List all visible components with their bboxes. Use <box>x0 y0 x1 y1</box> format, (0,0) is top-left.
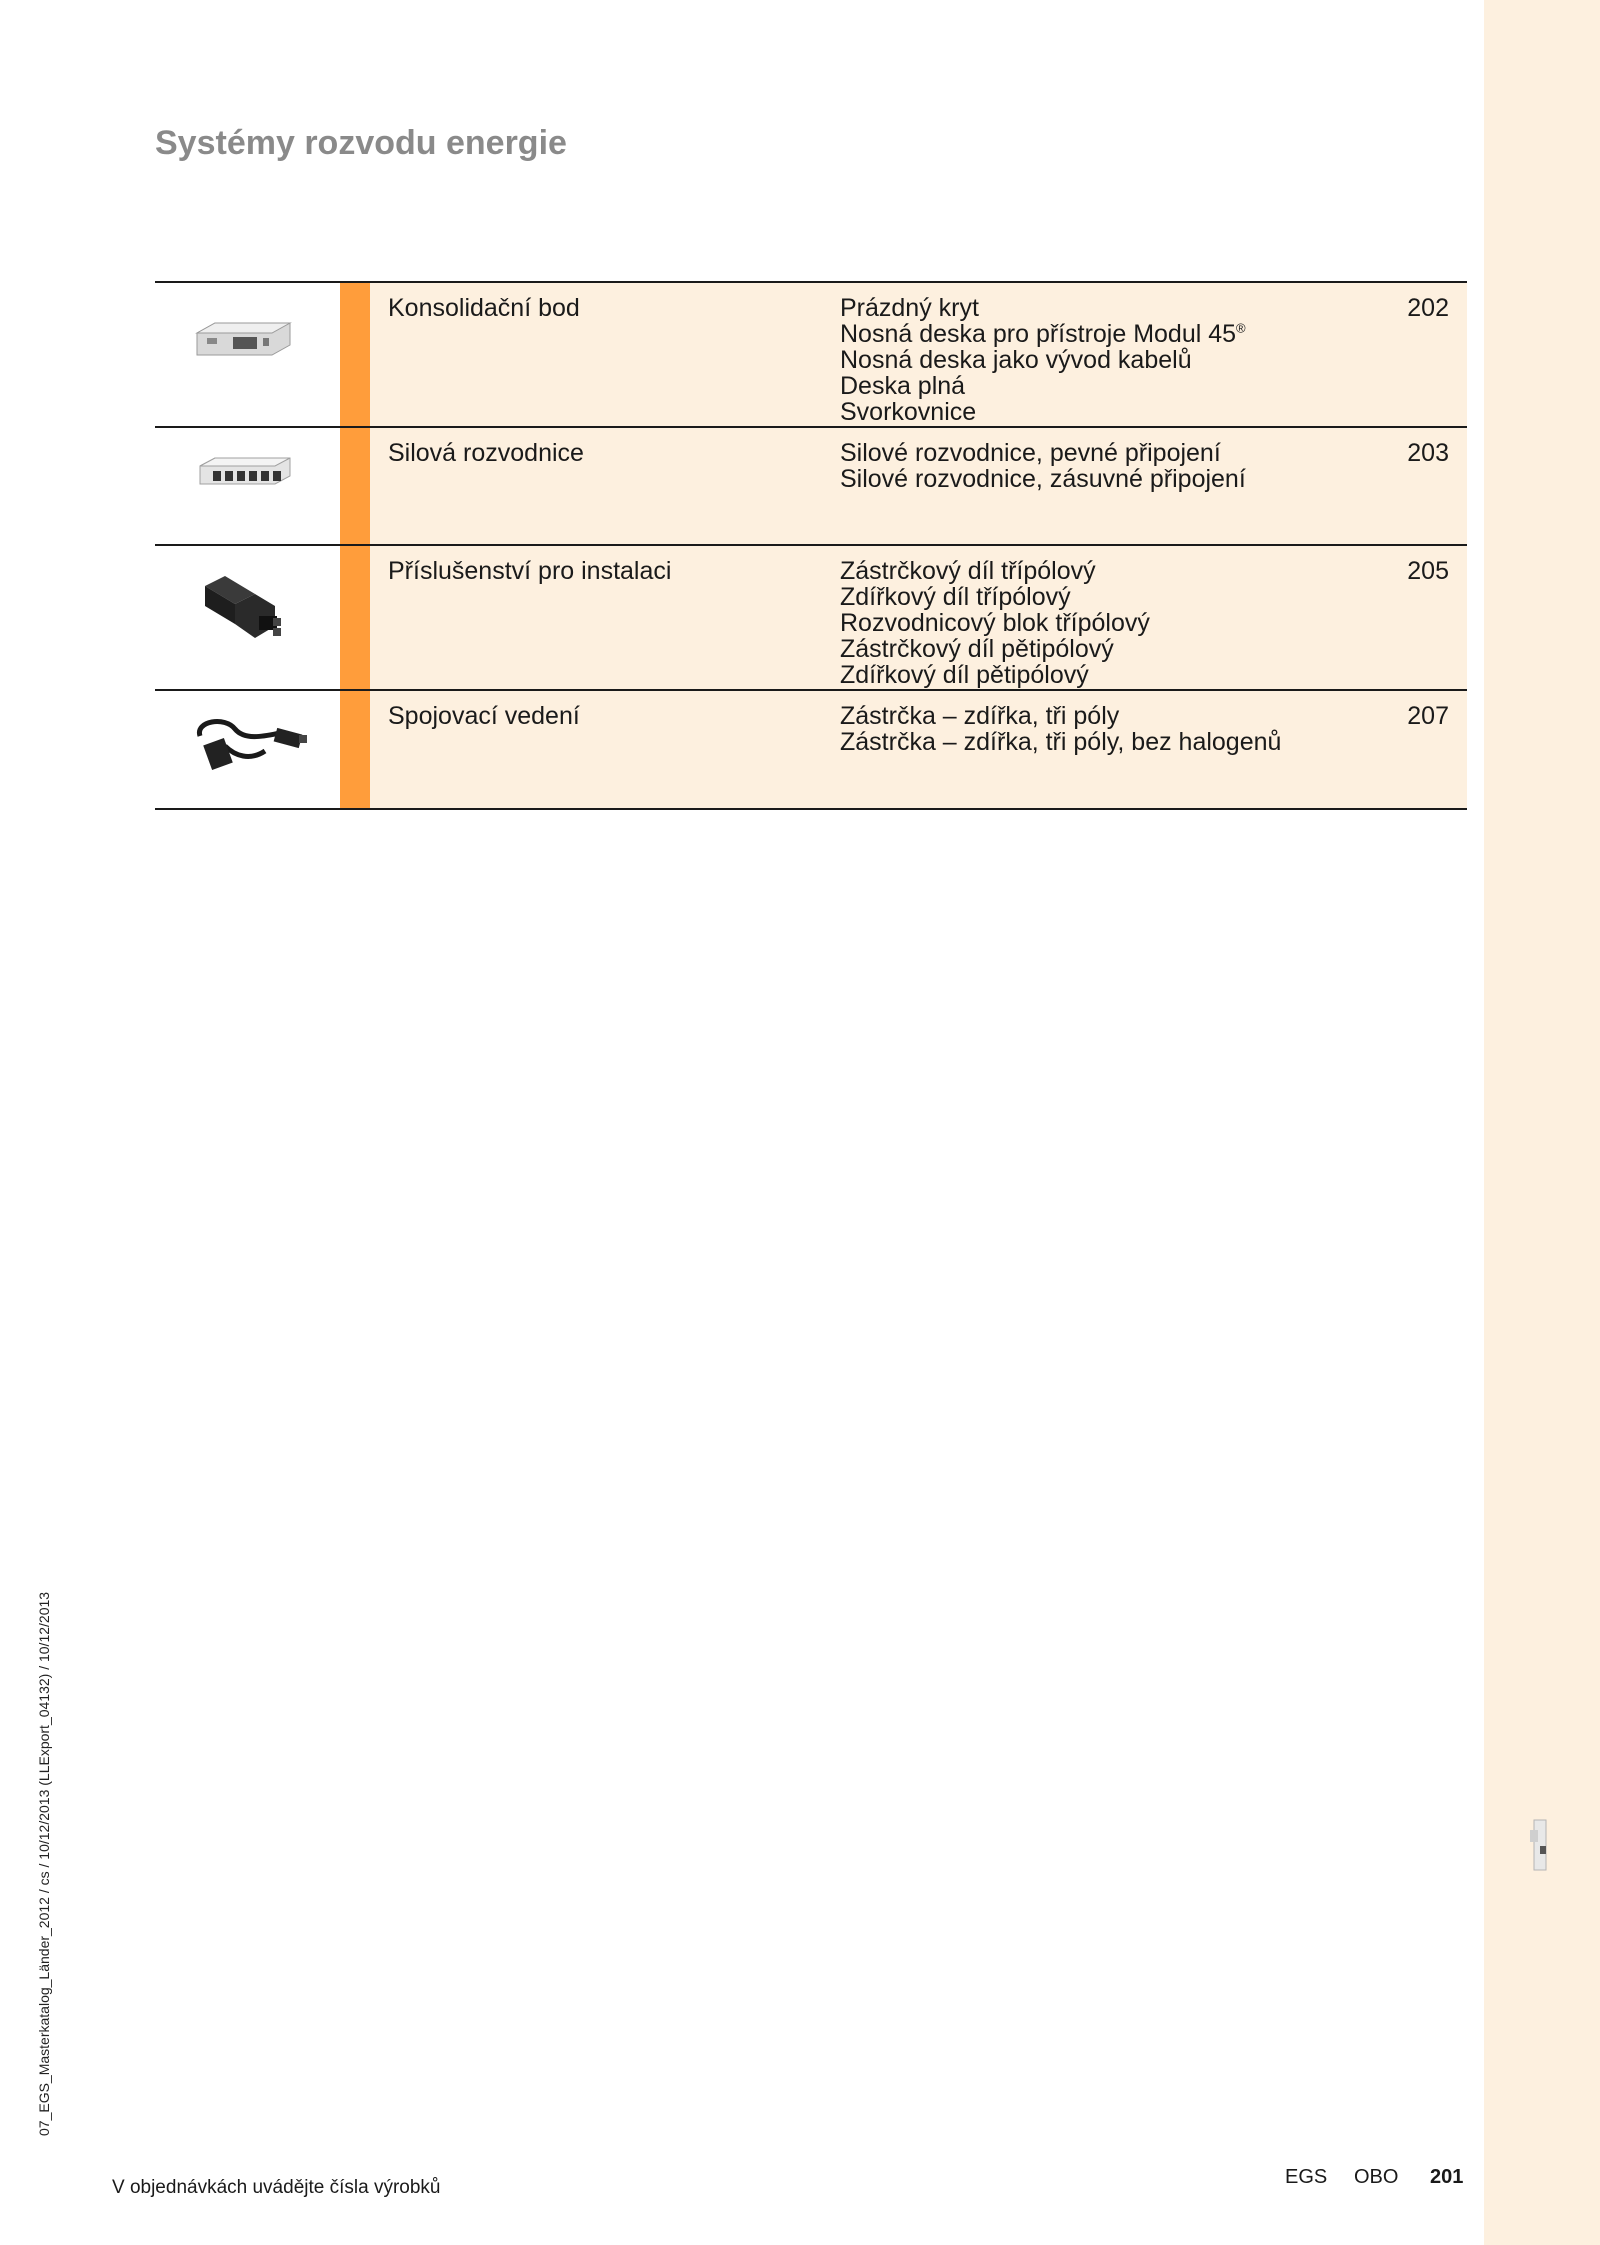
item-list <box>840 295 1246 425</box>
category-label: Spojovací vedení <box>388 702 580 730</box>
list-item: Zástrčkový díl třípólový <box>840 557 1096 585</box>
page-reference[interactable]: 205 <box>1407 557 1449 585</box>
connecting-cable-icon <box>155 691 340 808</box>
list-item: Zástrčka – zdířka, tři póly, bez halogenů <box>840 728 1282 756</box>
accent-bar <box>340 283 370 426</box>
row-content <box>370 283 1467 426</box>
list-item: Zástrčka – zdířka, tři póly <box>840 702 1120 730</box>
item-list <box>840 558 1150 688</box>
list-item: Deska plná <box>840 372 966 400</box>
list-item: Zdířkový díl pětipólový <box>840 661 1089 689</box>
footer-brand: OBO <box>1354 2166 1399 2188</box>
accent-bar <box>340 546 370 689</box>
list-item: Silové rozvodnice, pevné připojení <box>840 439 1221 467</box>
power-distributor-icon <box>155 428 340 544</box>
list-item: Zdířkový díl třípólový <box>840 583 1071 611</box>
accent-bar <box>340 691 370 808</box>
row-content <box>370 546 1467 689</box>
list-item: Svorkovnice <box>840 398 977 426</box>
list-item: Silové rozvodnice, zásuvné připojení <box>840 465 1246 493</box>
side-product-icon <box>1526 1816 1556 1881</box>
toc-row[interactable] <box>155 428 1467 546</box>
row-content <box>370 428 1467 544</box>
vertical-meta-text: 07_EGS_Masterkatalog_Länder_2012 / cs / 10/12/2013 (LLExport_04132) / 10/12/2013 <box>36 1591 52 2136</box>
category-label: Konsolidační bod <box>388 294 580 322</box>
toc-row[interactable] <box>155 546 1467 691</box>
side-color-band <box>1484 0 1600 2245</box>
toc-row[interactable] <box>155 283 1467 428</box>
toc-row[interactable] <box>155 691 1467 810</box>
list-item: Prázdný kryt <box>840 294 979 322</box>
consolidation-point-box-icon <box>155 283 340 426</box>
page-reference[interactable]: 202 <box>1407 294 1449 322</box>
connector-plug-icon <box>155 546 340 689</box>
item-list <box>840 703 1281 755</box>
list-item: Nosná deska jako vývod kabelů <box>840 346 1192 374</box>
table-of-contents <box>155 281 1467 810</box>
footer-page-number: 201 <box>1430 2166 1464 2188</box>
footer-note: V objednávkách uvádějte čísla výrobků <box>112 2177 441 2198</box>
list-item: Zástrčkový díl pětipólový <box>840 635 1114 663</box>
list-item: Rozvodnicový blok třípólový <box>840 609 1150 637</box>
category-label: Příslušenství pro instalaci <box>388 557 672 585</box>
page-reference[interactable]: 203 <box>1407 439 1449 467</box>
accent-bar <box>340 428 370 544</box>
list-item <box>840 321 1246 347</box>
page-reference[interactable]: 207 <box>1407 702 1449 730</box>
item-list <box>840 440 1246 492</box>
page-title: Systémy rozvodu energie <box>155 124 567 162</box>
registered-mark: ® <box>1236 320 1246 336</box>
category-label: Silová rozvodnice <box>388 439 584 467</box>
row-content <box>370 691 1467 808</box>
footer-section: EGS <box>1285 2166 1328 2188</box>
list-item-text: Nosná deska pro přístroje Modul 45 <box>840 320 1237 348</box>
